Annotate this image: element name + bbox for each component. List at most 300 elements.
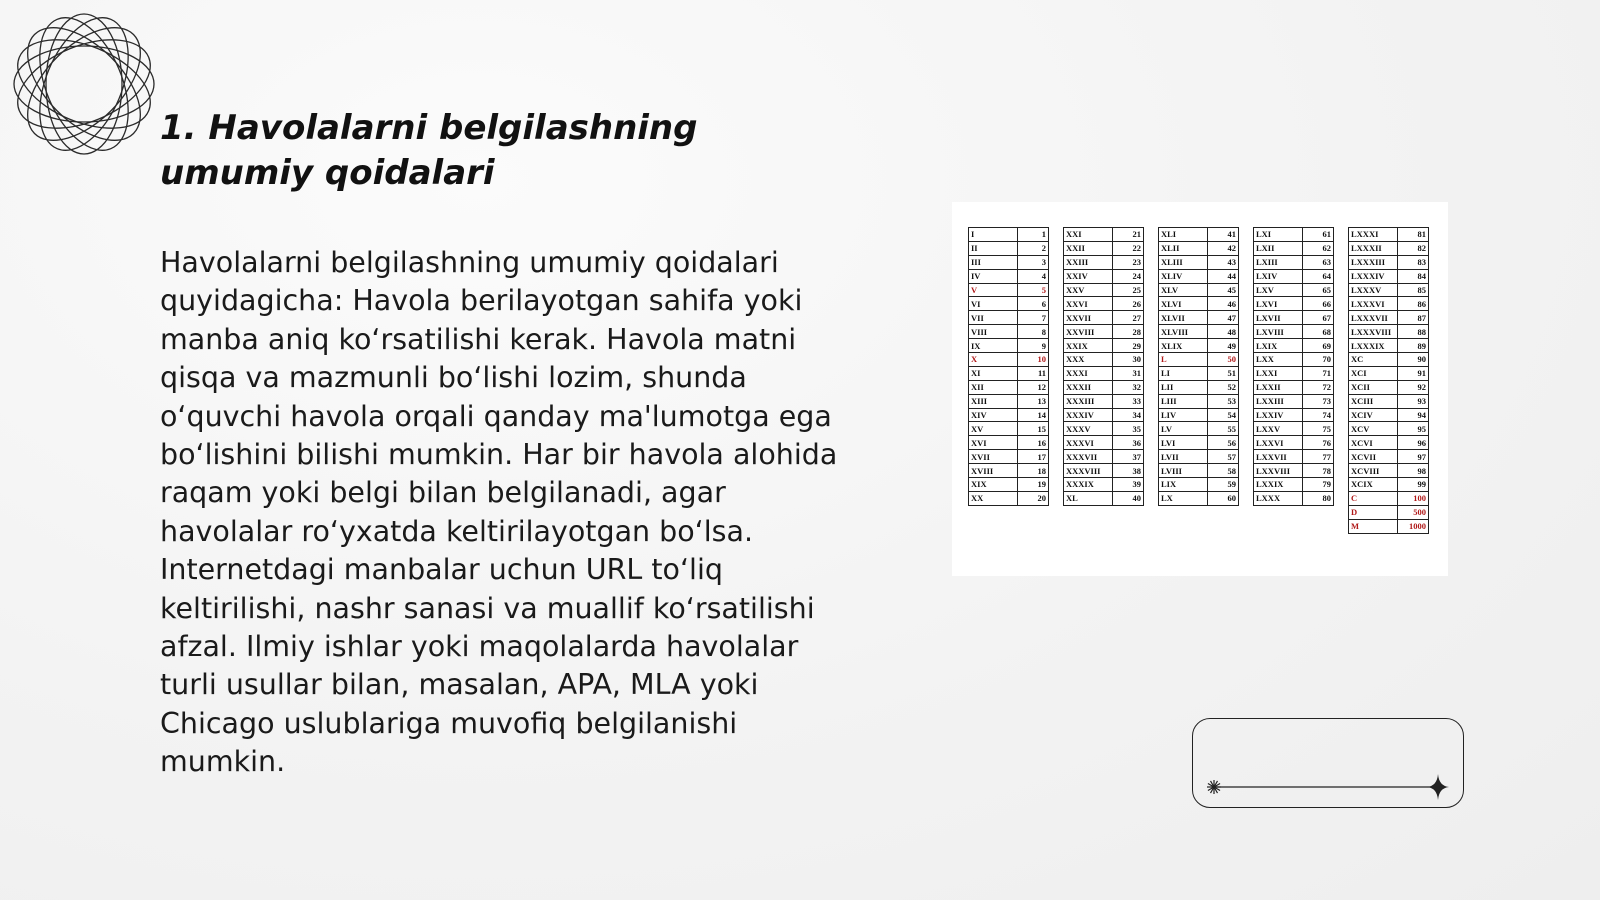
arabic-number-cell: 55 [1208, 422, 1239, 436]
roman-numeral-cell: LXX [1254, 353, 1303, 367]
roman-numeral-cell: XLIV [1159, 269, 1208, 283]
roman-numeral-cell: LXI [1254, 228, 1303, 242]
roman-numeral-cell: XXXIX [1064, 478, 1113, 492]
roman-numeral-cell: XCIX [1349, 478, 1398, 492]
numeral-row [1064, 339, 1144, 353]
logo-ring [10, 10, 158, 158]
arabic-number-cell: 25 [1113, 283, 1144, 297]
arabic-number-cell: 8 [1018, 325, 1049, 339]
numeral-row [1159, 283, 1239, 297]
arabic-number-cell: 22 [1113, 241, 1144, 255]
numeral-row [1349, 436, 1429, 450]
roman-numeral-cell: LI [1159, 366, 1208, 380]
arabic-number-cell: 31 [1113, 366, 1144, 380]
numeral-row [1349, 450, 1429, 464]
arabic-number-cell: 100 [1398, 491, 1429, 505]
arabic-number-cell: 75 [1303, 422, 1334, 436]
arabic-number-cell: 50 [1208, 353, 1239, 367]
roman-numeral-cell: I [969, 228, 1018, 242]
numeral-row [1254, 241, 1334, 255]
arabic-number-cell: 41 [1208, 228, 1239, 242]
arabic-number-cell: 44 [1208, 269, 1239, 283]
logo-ring [10, 22, 158, 146]
roman-numeral-cell: LXXX [1254, 491, 1303, 505]
numeral-row [1254, 283, 1334, 297]
arabic-number-cell: 90 [1398, 353, 1429, 367]
numeral-row [1254, 353, 1334, 367]
numeral-row [1349, 283, 1429, 297]
logo-ring [10, 22, 158, 146]
roman-numeral-cell: LXXVI [1254, 436, 1303, 450]
numeral-row [969, 380, 1049, 394]
numeral-row [1349, 311, 1429, 325]
numeral-row [969, 353, 1049, 367]
roman-numeral-cell: XXXVIII [1064, 464, 1113, 478]
arabic-number-cell: 93 [1398, 394, 1429, 408]
numeral-row [1159, 408, 1239, 422]
numeral-row [1254, 436, 1334, 450]
arabic-number-cell: 63 [1303, 255, 1334, 269]
numeral-row [1254, 380, 1334, 394]
roman-numeral-cell: XLIX [1159, 339, 1208, 353]
arabic-number-cell: 76 [1303, 436, 1334, 450]
arabic-number-cell: 40 [1113, 491, 1144, 505]
arabic-number-cell: 95 [1398, 422, 1429, 436]
numeral-row [969, 491, 1049, 505]
logo-ring [10, 10, 158, 158]
roman-numeral-cell: XVIII [969, 464, 1018, 478]
numeral-row [1064, 269, 1144, 283]
roman-numeral-cell: LVII [1159, 450, 1208, 464]
numeral-column-2 [1063, 227, 1144, 506]
arabic-number-cell: 94 [1398, 408, 1429, 422]
roman-numeral-cell: LIII [1159, 394, 1208, 408]
roman-numeral-cell: VI [969, 297, 1018, 311]
numeral-row [1159, 241, 1239, 255]
roman-numeral-cell: XXIII [1064, 255, 1113, 269]
roman-numeral-cell: LXII [1254, 241, 1303, 255]
roman-numeral-cell: LXXXVII [1349, 311, 1398, 325]
arabic-number-cell: 62 [1303, 241, 1334, 255]
arabic-number-cell: 27 [1113, 311, 1144, 325]
numeral-row [1254, 269, 1334, 283]
roman-numeral-cell: XIII [969, 394, 1018, 408]
roman-numeral-cell: LXXVIII [1254, 464, 1303, 478]
numeral-row [1349, 394, 1429, 408]
roman-numeral-cell: LIV [1159, 408, 1208, 422]
logo-ring [22, 10, 146, 158]
roman-numeral-cell: XCIII [1349, 394, 1398, 408]
numeral-row [1159, 380, 1239, 394]
arabic-number-cell: 29 [1113, 339, 1144, 353]
arabic-number-cell: 1 [1018, 228, 1049, 242]
roman-numeral-cell: III [969, 255, 1018, 269]
numeral-row [969, 311, 1049, 325]
arabic-number-cell: 99 [1398, 478, 1429, 492]
arabic-number-cell: 87 [1398, 311, 1429, 325]
roman-numeral-cell: LXXXI [1349, 228, 1398, 242]
arabic-number-cell: 60 [1208, 491, 1239, 505]
starburst-icon [1207, 780, 1221, 794]
arabic-number-cell: 34 [1113, 408, 1144, 422]
numeral-row [969, 408, 1049, 422]
numeral-row [969, 255, 1049, 269]
roman-numeral-cell: XC [1349, 353, 1398, 367]
numeral-row [969, 241, 1049, 255]
numeral-row [1159, 491, 1239, 505]
roman-numeral-cell: XXXI [1064, 366, 1113, 380]
roman-numeral-cell: XCII [1349, 380, 1398, 394]
roman-numeral-cell: XCVII [1349, 450, 1398, 464]
numeral-row [969, 283, 1049, 297]
arabic-number-cell: 82 [1398, 241, 1429, 255]
roman-numeral-cell: XI [969, 366, 1018, 380]
numeral-column-1 [968, 227, 1049, 506]
numeral-row [1064, 353, 1144, 367]
roman-numeral-cell: XXXII [1064, 380, 1113, 394]
arabic-number-cell: 9 [1018, 339, 1049, 353]
arabic-number-cell: 69 [1303, 339, 1334, 353]
arabic-number-cell: 28 [1113, 325, 1144, 339]
numeral-row [1349, 478, 1429, 492]
numeral-row [1349, 380, 1429, 394]
arabic-number-cell: 70 [1303, 353, 1334, 367]
arabic-number-cell: 84 [1398, 269, 1429, 283]
roman-numeral-cell: LIX [1159, 478, 1208, 492]
roman-numeral-cell: LXXXIV [1349, 269, 1398, 283]
arabic-number-cell: 1000 [1398, 519, 1429, 533]
arabic-number-cell: 17 [1018, 450, 1049, 464]
arabic-number-cell: 74 [1303, 408, 1334, 422]
arabic-number-cell: 5 [1018, 283, 1049, 297]
numeral-row [969, 478, 1049, 492]
numeral-row [1159, 255, 1239, 269]
arabic-number-cell: 65 [1303, 283, 1334, 297]
arabic-number-cell: 19 [1018, 478, 1049, 492]
arabic-number-cell: 92 [1398, 380, 1429, 394]
numeral-row [1349, 505, 1429, 519]
arabic-number-cell: 52 [1208, 380, 1239, 394]
arabic-number-cell: 71 [1303, 366, 1334, 380]
numeral-row [969, 339, 1049, 353]
arabic-number-cell: 66 [1303, 297, 1334, 311]
numeral-row [969, 228, 1049, 242]
slide-title: 1. Havolalarni belgilashning umumiy qoidalari [160, 108, 698, 193]
roman-numeral-cell: XXIV [1064, 269, 1113, 283]
numeral-row [1254, 366, 1334, 380]
roman-numeral-cell: LXXVII [1254, 450, 1303, 464]
roman-numeral-cell: XXI [1064, 228, 1113, 242]
arabic-number-cell: 91 [1398, 366, 1429, 380]
numeral-row [1064, 380, 1144, 394]
roman-numeral-cell: X [969, 353, 1018, 367]
arabic-number-cell: 89 [1398, 339, 1429, 353]
sparkle-icon [1427, 774, 1449, 800]
arabic-number-cell: 36 [1113, 436, 1144, 450]
roman-numeral-cell: L [1159, 353, 1208, 367]
numeral-row [1159, 422, 1239, 436]
numeral-row [1159, 394, 1239, 408]
arabic-number-cell: 59 [1208, 478, 1239, 492]
arabic-number-cell: 53 [1208, 394, 1239, 408]
numeral-row [1064, 394, 1144, 408]
numeral-row [1064, 491, 1144, 505]
numeral-row [1064, 297, 1144, 311]
arabic-number-cell: 6 [1018, 297, 1049, 311]
numeral-row [1254, 339, 1334, 353]
arabic-number-cell: 49 [1208, 339, 1239, 353]
roman-numeral-cell: LXXIX [1254, 478, 1303, 492]
numeral-row [1064, 241, 1144, 255]
arabic-number-cell: 73 [1303, 394, 1334, 408]
roman-numeral-cell: LVIII [1159, 464, 1208, 478]
arabic-number-cell: 18 [1018, 464, 1049, 478]
roman-numeral-cell: LXXI [1254, 366, 1303, 380]
arabic-number-cell: 97 [1398, 450, 1429, 464]
arabic-number-cell: 4 [1018, 269, 1049, 283]
arabic-number-cell: 37 [1113, 450, 1144, 464]
roman-numeral-cell: XCVI [1349, 436, 1398, 450]
roman-numeral-cell: XX [969, 491, 1018, 505]
roman-numeral-cell: XIV [969, 408, 1018, 422]
numeral-row [1349, 491, 1429, 505]
numeral-row [969, 436, 1049, 450]
arabic-number-cell: 86 [1398, 297, 1429, 311]
roman-numeral-cell: XXXVII [1064, 450, 1113, 464]
roman-numeral-cell: LXXXII [1349, 241, 1398, 255]
arabic-number-cell: 20 [1018, 491, 1049, 505]
numeral-row [1349, 339, 1429, 353]
numeral-row [1159, 464, 1239, 478]
roman-numeral-cell: LXV [1254, 283, 1303, 297]
timeline-graphic [1192, 718, 1464, 808]
arabic-number-cell: 30 [1113, 353, 1144, 367]
numeral-row [1064, 422, 1144, 436]
arabic-number-cell: 21 [1113, 228, 1144, 242]
roman-numeral-cell: II [969, 241, 1018, 255]
numeral-column-4 [1253, 227, 1334, 506]
numeral-row [969, 394, 1049, 408]
roman-numeral-cell: LXIV [1254, 269, 1303, 283]
roman-numeral-cell: XLII [1159, 241, 1208, 255]
roman-numeral-cell: IX [969, 339, 1018, 353]
numeral-row [1064, 311, 1144, 325]
roman-numeral-cell: XVI [969, 436, 1018, 450]
numeral-row [969, 450, 1049, 464]
numeral-row [1159, 366, 1239, 380]
numeral-row [969, 464, 1049, 478]
arabic-number-cell: 24 [1113, 269, 1144, 283]
arabic-number-cell: 42 [1208, 241, 1239, 255]
roman-numeral-cell: XLVII [1159, 311, 1208, 325]
numeral-row [1159, 269, 1239, 283]
numeral-row [1159, 339, 1239, 353]
numeral-row [1349, 228, 1429, 242]
arabic-number-cell: 56 [1208, 436, 1239, 450]
numeral-row [969, 422, 1049, 436]
numeral-row [1254, 311, 1334, 325]
arabic-number-cell: 79 [1303, 478, 1334, 492]
arabic-number-cell: 78 [1303, 464, 1334, 478]
roman-numeral-cell: XXXV [1064, 422, 1113, 436]
arabic-number-cell: 26 [1113, 297, 1144, 311]
roman-numeral-cell: XLVIII [1159, 325, 1208, 339]
arabic-number-cell: 57 [1208, 450, 1239, 464]
numeral-row [1349, 366, 1429, 380]
roman-numeral-cell: XV [969, 422, 1018, 436]
arabic-number-cell: 7 [1018, 311, 1049, 325]
numeral-row [1159, 228, 1239, 242]
roman-numeral-cell: XCI [1349, 366, 1398, 380]
roman-numeral-cell: LXXII [1254, 380, 1303, 394]
roman-numeral-cell: LXXXIX [1349, 339, 1398, 353]
roman-numeral-cell: LXVIII [1254, 325, 1303, 339]
roman-numeral-cell: XCVIII [1349, 464, 1398, 478]
arabic-number-cell: 11 [1018, 366, 1049, 380]
arabic-number-cell: 15 [1018, 422, 1049, 436]
arabic-number-cell: 61 [1303, 228, 1334, 242]
roman-numeral-cell: VIII [969, 325, 1018, 339]
arabic-number-cell: 85 [1398, 283, 1429, 297]
numeral-row [1064, 366, 1144, 380]
roman-numeral-cell: XXII [1064, 241, 1113, 255]
arabic-number-cell: 33 [1113, 394, 1144, 408]
numeral-row [1064, 436, 1144, 450]
arabic-number-cell: 23 [1113, 255, 1144, 269]
numeral-row [1349, 297, 1429, 311]
numeral-row [1349, 241, 1429, 255]
arabic-number-cell: 77 [1303, 450, 1334, 464]
numeral-row [1254, 422, 1334, 436]
numeral-row [1064, 478, 1144, 492]
arabic-number-cell: 16 [1018, 436, 1049, 450]
arabic-number-cell: 88 [1398, 325, 1429, 339]
numeral-row [1349, 353, 1429, 367]
arabic-number-cell: 13 [1018, 394, 1049, 408]
numeral-row [1064, 325, 1144, 339]
arabic-number-cell: 80 [1303, 491, 1334, 505]
arabic-number-cell: 35 [1113, 422, 1144, 436]
arabic-number-cell: 83 [1398, 255, 1429, 269]
numeral-row [1254, 450, 1334, 464]
roman-numeral-cell: LVI [1159, 436, 1208, 450]
numeral-row [1254, 297, 1334, 311]
numeral-row [1349, 408, 1429, 422]
roman-numeral-table-image [952, 202, 1448, 576]
arabic-number-cell: 96 [1398, 436, 1429, 450]
roman-numeral-cell: LXXIV [1254, 408, 1303, 422]
arabic-number-cell: 58 [1208, 464, 1239, 478]
roman-numeral-cell: XXV [1064, 283, 1113, 297]
arabic-number-cell: 54 [1208, 408, 1239, 422]
roman-numeral-cell: LV [1159, 422, 1208, 436]
numeral-row [1159, 353, 1239, 367]
numeral-row [1254, 464, 1334, 478]
arabic-number-cell: 39 [1113, 478, 1144, 492]
arabic-number-cell: 51 [1208, 366, 1239, 380]
roman-numeral-cell: LXXXVIII [1349, 325, 1398, 339]
numeral-row [1064, 283, 1144, 297]
arabic-number-cell: 47 [1208, 311, 1239, 325]
spirograph-circle-icon [10, 10, 158, 158]
numeral-row [1159, 436, 1239, 450]
numeral-row [1064, 408, 1144, 422]
logo-ring [46, 14, 122, 154]
roman-numeral-cell: LII [1159, 380, 1208, 394]
roman-numeral-cell: XXVIII [1064, 325, 1113, 339]
arabic-number-cell: 500 [1398, 505, 1429, 519]
roman-numeral-cell: LXXV [1254, 422, 1303, 436]
numeral-row [1159, 297, 1239, 311]
numeral-row [1159, 450, 1239, 464]
arabic-number-cell: 14 [1018, 408, 1049, 422]
roman-numeral-cell: XLV [1159, 283, 1208, 297]
numeral-column-3 [1158, 227, 1239, 506]
arabic-number-cell: 81 [1398, 228, 1429, 242]
arabic-number-cell: 98 [1398, 464, 1429, 478]
arabic-number-cell: 3 [1018, 255, 1049, 269]
arabic-number-cell: 72 [1303, 380, 1334, 394]
roman-numeral-cell: IV [969, 269, 1018, 283]
numeral-row [1064, 450, 1144, 464]
numeral-row [1349, 325, 1429, 339]
arabic-number-cell: 32 [1113, 380, 1144, 394]
roman-numeral-cell: XIX [969, 478, 1018, 492]
roman-numeral-cell: V [969, 283, 1018, 297]
numeral-row [1349, 422, 1429, 436]
arabic-number-cell: 48 [1208, 325, 1239, 339]
numeral-row [969, 297, 1049, 311]
numeral-column-5 [1348, 227, 1429, 534]
numeral-row [1349, 519, 1429, 533]
roman-numeral-cell: XXVII [1064, 311, 1113, 325]
logo-ring [22, 10, 146, 158]
roman-numeral-cell: D [1349, 505, 1398, 519]
roman-numeral-cell: XXX [1064, 353, 1113, 367]
roman-numeral-cell: LXVII [1254, 311, 1303, 325]
roman-numeral-cell: LX [1159, 491, 1208, 505]
roman-numeral-cell: LXXXVI [1349, 297, 1398, 311]
numeral-row [1159, 478, 1239, 492]
roman-numeral-cell: XXIX [1064, 339, 1113, 353]
numeral-row [969, 269, 1049, 283]
roman-numeral-cell: LXVI [1254, 297, 1303, 311]
roman-numeral-cell: LXIX [1254, 339, 1303, 353]
arabic-number-cell: 12 [1018, 380, 1049, 394]
slide-body-text: Havolalarni belgilashning umumiy qoidalari quyidagicha: Havola berilayotgan sahifa yoki manba aniq koʻrsatilishi kerak. Havola matni qisqa va mazmunli boʻlishi lozim, shunda oʻquvchi havola orqali qanday ma'lumotga ega boʻlishini bilishi mumkin. Har bir havola alohida raqam yoki belgi bilan belgilanadi, agar havolalar roʻyxatda keltirilayotgan boʻlsa. Internetdagi manbalar uchun URL toʻliq keltirilishi, nashr sanasi va muallif koʻrsatilishi afzal. Ilmiy ishlar yoki maqolalarda havolalar turli usullar bilan, masalan, APA, MLA yoki Chicago uslublariga muvofiq belgilanishi mumkin. [160, 246, 838, 779]
roman-numeral-cell: XCV [1349, 422, 1398, 436]
roman-numeral-cell: XXXVI [1064, 436, 1113, 450]
numeral-row [1254, 255, 1334, 269]
numeral-row [969, 366, 1049, 380]
roman-numeral-cell: XVII [969, 450, 1018, 464]
arabic-number-cell: 38 [1113, 464, 1144, 478]
arabic-number-cell: 68 [1303, 325, 1334, 339]
roman-numeral-cell: M [1349, 519, 1398, 533]
numeral-row [1349, 255, 1429, 269]
numeral-row [1064, 255, 1144, 269]
numeral-row [1159, 325, 1239, 339]
numeral-row [1254, 228, 1334, 242]
arabic-number-cell: 67 [1303, 311, 1334, 325]
arabic-number-cell: 45 [1208, 283, 1239, 297]
roman-numeral-cell: XCIV [1349, 408, 1398, 422]
numeral-row [1349, 269, 1429, 283]
arabic-number-cell: 64 [1303, 269, 1334, 283]
numeral-row [1254, 408, 1334, 422]
arabic-number-cell: 2 [1018, 241, 1049, 255]
roman-numeral-cell: C [1349, 491, 1398, 505]
